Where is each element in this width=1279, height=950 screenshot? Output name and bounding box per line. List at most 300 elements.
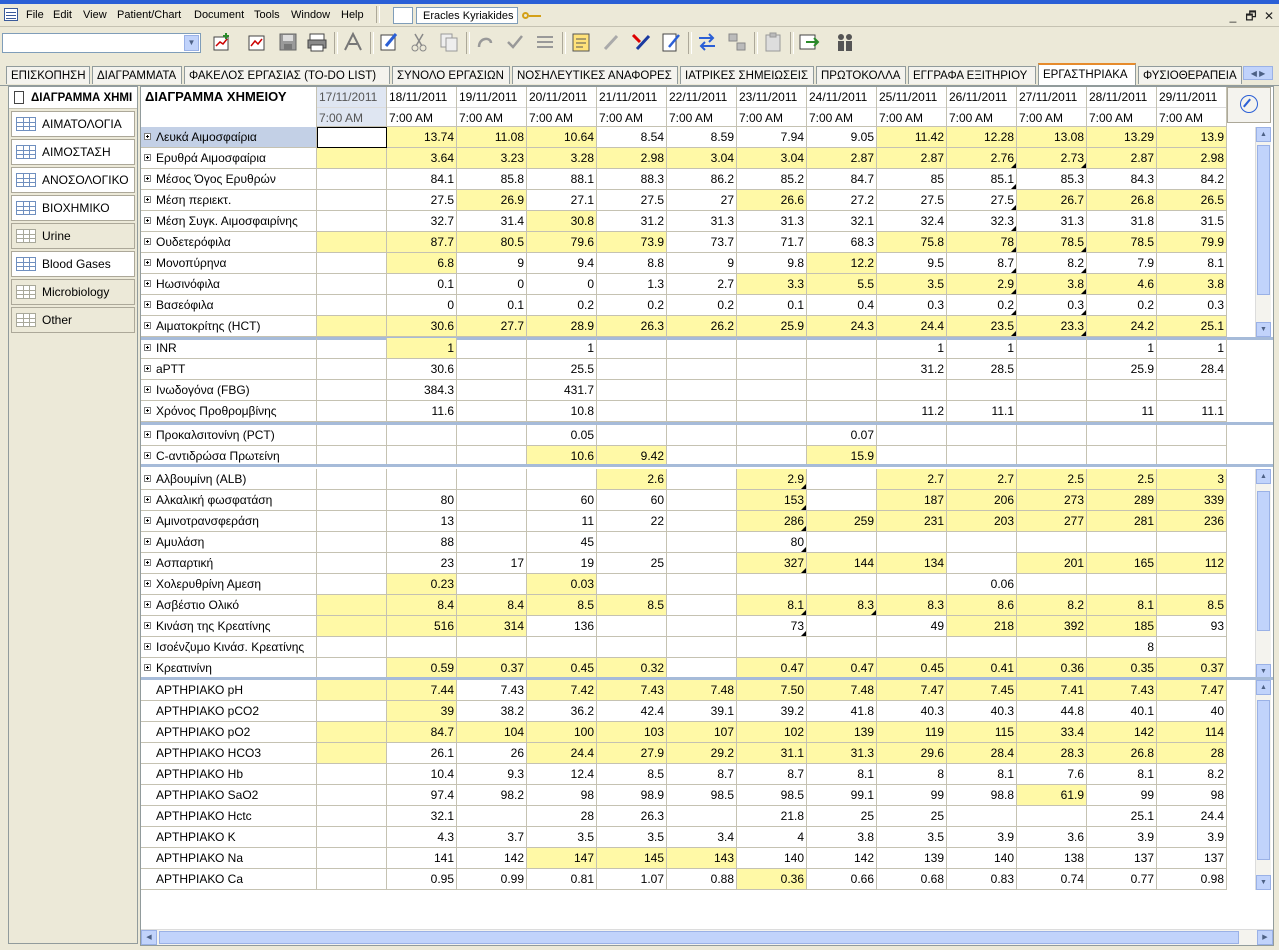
- column-header[interactable]: [1017, 87, 1087, 127]
- sign-pen-icon[interactable]: [630, 31, 652, 53]
- table-cell[interactable]: [317, 469, 387, 490]
- table-cell[interactable]: [317, 380, 387, 401]
- table-cell[interactable]: 100: [527, 722, 597, 743]
- table-cell[interactable]: 8.2: [1017, 595, 1087, 616]
- table-cell[interactable]: 1: [387, 338, 457, 359]
- table-cell[interactable]: [387, 425, 457, 446]
- table-cell[interactable]: [737, 425, 807, 446]
- table-cell[interactable]: 84.1: [387, 169, 457, 190]
- table-cell[interactable]: 2.7: [667, 274, 737, 295]
- table-cell[interactable]: [877, 574, 947, 595]
- table-cell[interactable]: 0.74: [1017, 869, 1087, 890]
- menu-view[interactable]: View: [83, 9, 107, 21]
- expand-icon[interactable]: [144, 154, 151, 161]
- table-cell[interactable]: 27.5: [877, 190, 947, 211]
- table-cell[interactable]: 0: [527, 274, 597, 295]
- table-cell[interactable]: 79.6: [527, 232, 597, 253]
- table-cell[interactable]: [317, 169, 387, 190]
- table-cell[interactable]: 2.7: [877, 469, 947, 490]
- table-cell[interactable]: 1: [1157, 338, 1227, 359]
- table-cell[interactable]: [1157, 532, 1227, 553]
- table-cell[interactable]: [877, 532, 947, 553]
- expand-icon[interactable]: [144, 196, 151, 203]
- scroll-down-icon[interactable]: ▼: [1256, 664, 1271, 679]
- table-cell[interactable]: 12.28: [947, 127, 1017, 148]
- table-cell[interactable]: 71.7: [737, 232, 807, 253]
- table-cell[interactable]: 3.8: [1157, 274, 1227, 295]
- menu-file[interactable]: File: [26, 9, 44, 21]
- table-cell[interactable]: 0.07: [807, 425, 877, 446]
- table-cell[interactable]: [947, 637, 1017, 658]
- table-cell[interactable]: 98.5: [737, 785, 807, 806]
- table-cell[interactable]: [317, 338, 387, 359]
- table-cell[interactable]: 2.9: [947, 274, 1017, 295]
- table-cell[interactable]: [317, 722, 387, 743]
- table-cell[interactable]: 7.42: [527, 680, 597, 701]
- toolbar-combo[interactable]: [2, 33, 201, 53]
- expand-icon[interactable]: [144, 496, 151, 503]
- table-cell[interactable]: 30.8: [527, 211, 597, 232]
- table-cell[interactable]: [317, 553, 387, 574]
- table-cell[interactable]: [1017, 532, 1087, 553]
- table-cell[interactable]: 29.6: [877, 743, 947, 764]
- table-cell[interactable]: 84.2: [1157, 169, 1227, 190]
- notepad-icon[interactable]: [570, 31, 592, 53]
- table-cell[interactable]: [1017, 425, 1087, 446]
- people-icon[interactable]: [834, 31, 856, 53]
- column-header[interactable]: [667, 87, 737, 127]
- table-cell[interactable]: [1157, 380, 1227, 401]
- table-cell[interactable]: 31.1: [737, 743, 807, 764]
- table-cell[interactable]: [807, 637, 877, 658]
- table-cell[interactable]: [947, 806, 1017, 827]
- chart-add-icon[interactable]: [211, 31, 233, 53]
- table-cell[interactable]: 2.7: [947, 469, 1017, 490]
- table-cell[interactable]: 140: [947, 848, 1017, 869]
- column-header[interactable]: [457, 87, 527, 127]
- table-cell[interactable]: 339: [1157, 490, 1227, 511]
- table-cell[interactable]: 25: [807, 806, 877, 827]
- table-cell[interactable]: 8.7: [737, 764, 807, 785]
- table-cell[interactable]: [737, 401, 807, 422]
- table-cell[interactable]: 201: [1017, 553, 1087, 574]
- row-label[interactable]: [141, 785, 317, 806]
- table-cell[interactable]: [737, 359, 807, 380]
- copy-icon[interactable]: [438, 31, 460, 53]
- table-cell[interactable]: 28: [527, 806, 597, 827]
- table-cell[interactable]: 8.1: [807, 764, 877, 785]
- table-cell[interactable]: 60: [597, 490, 667, 511]
- table-cell[interactable]: 99: [1087, 785, 1157, 806]
- table-cell[interactable]: 3.4: [667, 827, 737, 848]
- table-cell[interactable]: 8.8: [597, 253, 667, 274]
- table-cell[interactable]: 7.43: [1087, 680, 1157, 701]
- table-cell[interactable]: 0.3: [877, 295, 947, 316]
- table-cell[interactable]: 139: [807, 722, 877, 743]
- tab-overview[interactable]: ΕΠΙΣΚΟΠΗΣΗ: [6, 66, 90, 84]
- scroll-up-icon[interactable]: ▲: [1256, 469, 1271, 484]
- expand-icon[interactable]: [144, 580, 151, 587]
- table-cell[interactable]: 0.81: [527, 869, 597, 890]
- table-cell[interactable]: 0.68: [877, 869, 947, 890]
- row-label[interactable]: [141, 425, 317, 446]
- table-cell[interactable]: [807, 490, 877, 511]
- table-cell[interactable]: [317, 827, 387, 848]
- table-cell[interactable]: [317, 401, 387, 422]
- table-cell[interactable]: 0.37: [457, 658, 527, 679]
- table-cell[interactable]: 25.1: [1157, 316, 1227, 337]
- network-icon[interactable]: [726, 31, 748, 53]
- row-label[interactable]: [141, 595, 317, 616]
- table-cell[interactable]: 31.3: [1017, 211, 1087, 232]
- expand-icon[interactable]: [144, 475, 151, 482]
- table-cell[interactable]: 3.8: [807, 827, 877, 848]
- table-cell[interactable]: [807, 401, 877, 422]
- key-icon[interactable]: [522, 11, 542, 21]
- expand-icon[interactable]: [144, 431, 151, 438]
- table-cell[interactable]: 431.7: [527, 380, 597, 401]
- table-cell[interactable]: [1017, 359, 1087, 380]
- table-cell[interactable]: 49: [877, 616, 947, 637]
- table-cell[interactable]: 98.5: [667, 785, 737, 806]
- column-header[interactable]: [317, 87, 387, 127]
- table-cell[interactable]: 165: [1087, 553, 1157, 574]
- table-cell[interactable]: 2.5: [1017, 469, 1087, 490]
- table-cell[interactable]: 11.1: [947, 401, 1017, 422]
- table-cell[interactable]: 0.1: [737, 295, 807, 316]
- table-cell[interactable]: 516: [387, 616, 457, 637]
- table-cell[interactable]: 8.3: [877, 595, 947, 616]
- row-label[interactable]: [141, 190, 317, 211]
- table-cell[interactable]: 60: [527, 490, 597, 511]
- restore-icon[interactable]: 🗗: [1245, 9, 1257, 23]
- table-cell[interactable]: 0.03: [527, 574, 597, 595]
- table-cell[interactable]: [317, 359, 387, 380]
- table-cell[interactable]: 137: [1157, 848, 1227, 869]
- table-cell[interactable]: 0.83: [947, 869, 1017, 890]
- table-cell[interactable]: [317, 190, 387, 211]
- table-cell[interactable]: [1087, 425, 1157, 446]
- table-cell[interactable]: 39.2: [737, 701, 807, 722]
- table-cell[interactable]: 8.1: [1087, 764, 1157, 785]
- table-cell[interactable]: 15.9: [807, 446, 877, 467]
- sidebar-item-1[interactable]: [11, 139, 135, 165]
- table-cell[interactable]: 119: [877, 722, 947, 743]
- vertical-scroll-thumb[interactable]: [1257, 145, 1270, 295]
- row-label[interactable]: [141, 553, 317, 574]
- sidebar-item-6[interactable]: [11, 279, 135, 305]
- table-cell[interactable]: 7.6: [1017, 764, 1087, 785]
- close-icon[interactable]: ✕: [1263, 9, 1275, 23]
- tab-nursing-reports[interactable]: ΝΟΣΗΛΕΥΤΙΚΕΣ ΑΝΑΦΟΡΕΣ: [512, 66, 678, 84]
- row-label[interactable]: [141, 469, 317, 490]
- table-cell[interactable]: 33.4: [1017, 722, 1087, 743]
- table-cell[interactable]: 31.3: [667, 211, 737, 232]
- table-cell[interactable]: [597, 616, 667, 637]
- table-cell[interactable]: 0.2: [1087, 295, 1157, 316]
- table-cell[interactable]: [877, 380, 947, 401]
- table-cell[interactable]: 40.1: [1087, 701, 1157, 722]
- table-cell[interactable]: 7.48: [667, 680, 737, 701]
- table-cell[interactable]: 9.5: [877, 253, 947, 274]
- table-cell[interactable]: 203: [947, 511, 1017, 532]
- table-cell[interactable]: 31.4: [457, 211, 527, 232]
- table-cell[interactable]: 84.7: [387, 722, 457, 743]
- table-cell[interactable]: 8.2: [1157, 764, 1227, 785]
- table-cell[interactable]: 31.8: [1087, 211, 1157, 232]
- table-cell[interactable]: [667, 616, 737, 637]
- table-cell[interactable]: [877, 425, 947, 446]
- table-cell[interactable]: 30.6: [387, 359, 457, 380]
- table-cell[interactable]: 99: [877, 785, 947, 806]
- table-cell[interactable]: 1: [947, 338, 1017, 359]
- table-cell[interactable]: [667, 511, 737, 532]
- table-cell[interactable]: 25.5: [527, 359, 597, 380]
- menu-tools[interactable]: Tools: [254, 9, 280, 21]
- table-cell[interactable]: 31.2: [877, 359, 947, 380]
- table-cell[interactable]: [457, 532, 527, 553]
- vertical-scroll-thumb[interactable]: [1257, 491, 1270, 631]
- table-cell[interactable]: 7.41: [1017, 680, 1087, 701]
- table-cell[interactable]: [317, 658, 387, 679]
- scroll-up-icon[interactable]: ▲: [1256, 127, 1271, 142]
- column-header[interactable]: [387, 87, 457, 127]
- row-label[interactable]: [141, 658, 317, 679]
- table-cell[interactable]: [317, 532, 387, 553]
- section-divider[interactable]: [141, 464, 1274, 467]
- table-cell[interactable]: 1: [1087, 338, 1157, 359]
- table-cell[interactable]: 7.48: [807, 680, 877, 701]
- chevron-down-icon[interactable]: ▼: [184, 35, 199, 51]
- column-header[interactable]: [527, 87, 597, 127]
- expand-icon[interactable]: [144, 259, 151, 266]
- table-cell[interactable]: [387, 637, 457, 658]
- table-cell[interactable]: [667, 574, 737, 595]
- table-cell[interactable]: 2.6: [597, 469, 667, 490]
- table-cell[interactable]: [597, 401, 667, 422]
- table-cell[interactable]: [597, 532, 667, 553]
- table-cell[interactable]: 10.64: [527, 127, 597, 148]
- table-cell[interactable]: 9.4: [527, 253, 597, 274]
- table-cell[interactable]: [317, 425, 387, 446]
- table-cell[interactable]: [317, 616, 387, 637]
- menu-help[interactable]: Help: [341, 9, 364, 21]
- table-cell[interactable]: 9.3: [457, 764, 527, 785]
- table-cell[interactable]: [317, 743, 387, 764]
- table-cell[interactable]: [807, 574, 877, 595]
- table-cell[interactable]: 25: [877, 806, 947, 827]
- patient-name-field[interactable]: Eracles Kyriakides: [416, 7, 518, 24]
- pen-icon[interactable]: [600, 31, 622, 53]
- table-cell[interactable]: 26.8: [1087, 743, 1157, 764]
- table-cell[interactable]: 1: [877, 338, 947, 359]
- table-cell[interactable]: 40: [1157, 701, 1227, 722]
- table-cell[interactable]: 153: [737, 490, 807, 511]
- table-cell[interactable]: 28.4: [947, 743, 1017, 764]
- table-cell[interactable]: 281: [1087, 511, 1157, 532]
- table-cell[interactable]: 137: [1087, 848, 1157, 869]
- table-cell[interactable]: [317, 511, 387, 532]
- table-cell[interactable]: 7.43: [457, 680, 527, 701]
- table-cell[interactable]: 27.5: [597, 190, 667, 211]
- table-cell[interactable]: [737, 574, 807, 595]
- table-cell[interactable]: 3.3: [737, 274, 807, 295]
- table-cell[interactable]: 0.37: [1157, 658, 1227, 679]
- table-cell[interactable]: 25.9: [737, 316, 807, 337]
- table-cell[interactable]: 8.5: [1157, 595, 1227, 616]
- checklist-icon[interactable]: [534, 31, 556, 53]
- table-cell[interactable]: [807, 532, 877, 553]
- expand-icon[interactable]: [144, 538, 151, 545]
- table-cell[interactable]: 8.1: [1087, 595, 1157, 616]
- table-cell[interactable]: [457, 806, 527, 827]
- table-cell[interactable]: 0.06: [947, 574, 1017, 595]
- table-cell[interactable]: 9: [457, 253, 527, 274]
- expand-icon[interactable]: [144, 386, 151, 393]
- table-cell[interactable]: 13.74: [387, 127, 457, 148]
- table-cell[interactable]: 236: [1157, 511, 1227, 532]
- table-cell[interactable]: 11: [1087, 401, 1157, 422]
- sidebar-item-0[interactable]: [11, 111, 135, 137]
- table-cell[interactable]: [317, 785, 387, 806]
- table-cell[interactable]: 85.2: [737, 169, 807, 190]
- scroll-down-icon[interactable]: ▼: [1256, 875, 1271, 890]
- table-cell[interactable]: 7.45: [947, 680, 1017, 701]
- table-cell[interactable]: 0.47: [737, 658, 807, 679]
- table-cell[interactable]: 8.5: [527, 595, 597, 616]
- row-label[interactable]: [141, 827, 317, 848]
- clipboard-icon[interactable]: [762, 31, 784, 53]
- table-cell[interactable]: 114: [1157, 722, 1227, 743]
- table-cell[interactable]: 0.77: [1087, 869, 1157, 890]
- table-cell[interactable]: 384.3: [387, 380, 457, 401]
- table-cell[interactable]: 3.9: [947, 827, 1017, 848]
- table-cell[interactable]: 7.43: [597, 680, 667, 701]
- table-cell[interactable]: 139: [877, 848, 947, 869]
- table-cell[interactable]: 2.5: [1087, 469, 1157, 490]
- table-cell[interactable]: [737, 380, 807, 401]
- table-cell[interactable]: 99.1: [807, 785, 877, 806]
- table-cell[interactable]: 8: [877, 764, 947, 785]
- table-cell[interactable]: 0.47: [807, 658, 877, 679]
- table-cell[interactable]: 24.4: [877, 316, 947, 337]
- table-cell[interactable]: 28.4: [1157, 359, 1227, 380]
- row-label[interactable]: [141, 169, 317, 190]
- table-cell[interactable]: [317, 295, 387, 316]
- table-cell[interactable]: 85: [877, 169, 947, 190]
- table-cell[interactable]: 40.3: [877, 701, 947, 722]
- table-cell[interactable]: 27.2: [807, 190, 877, 211]
- table-cell[interactable]: 13.9: [1157, 127, 1227, 148]
- table-cell[interactable]: 25.9: [1087, 359, 1157, 380]
- column-header[interactable]: [1087, 87, 1157, 127]
- table-cell[interactable]: [317, 680, 387, 701]
- menu-edit[interactable]: Edit: [53, 9, 72, 21]
- table-cell[interactable]: [457, 574, 527, 595]
- table-cell[interactable]: 11.6: [387, 401, 457, 422]
- table-cell[interactable]: 0.95: [387, 869, 457, 890]
- tab-todo-list[interactable]: ΦΑΚΕΛΟΣ ΕΡΓΑΣΙΑΣ (TO-DO LIST): [184, 66, 390, 84]
- table-cell[interactable]: [667, 338, 737, 359]
- export-icon[interactable]: [798, 31, 820, 53]
- expand-icon[interactable]: [144, 238, 151, 245]
- table-cell[interactable]: 24.3: [807, 316, 877, 337]
- table-cell[interactable]: 3: [1157, 469, 1227, 490]
- table-cell[interactable]: 32.3: [947, 211, 1017, 232]
- table-cell[interactable]: 79.9: [1157, 232, 1227, 253]
- table-cell[interactable]: [457, 637, 527, 658]
- table-cell[interactable]: [667, 401, 737, 422]
- table-cell[interactable]: 98: [1157, 785, 1227, 806]
- expand-icon[interactable]: [144, 664, 151, 671]
- table-cell[interactable]: 32.7: [387, 211, 457, 232]
- table-cell[interactable]: [1157, 574, 1227, 595]
- table-cell[interactable]: 12.4: [527, 764, 597, 785]
- expand-icon[interactable]: [144, 365, 151, 372]
- row-label[interactable]: [141, 722, 317, 743]
- table-cell[interactable]: 185: [1087, 616, 1157, 637]
- table-cell[interactable]: [667, 359, 737, 380]
- table-cell[interactable]: 26.8: [1087, 190, 1157, 211]
- table-cell[interactable]: 112: [1157, 553, 1227, 574]
- table-cell[interactable]: [667, 658, 737, 679]
- table-cell[interactable]: 0.05: [527, 425, 597, 446]
- table-cell[interactable]: 2.98: [597, 148, 667, 169]
- table-cell[interactable]: 0: [387, 295, 457, 316]
- table-cell[interactable]: 80: [387, 490, 457, 511]
- table-cell[interactable]: 3.28: [527, 148, 597, 169]
- table-cell[interactable]: 8.1: [737, 595, 807, 616]
- table-cell[interactable]: 9: [667, 253, 737, 274]
- table-cell[interactable]: 6.8: [387, 253, 457, 274]
- table-cell[interactable]: 143: [667, 848, 737, 869]
- table-cell[interactable]: 3.5: [597, 827, 667, 848]
- table-cell[interactable]: 85.1: [947, 169, 1017, 190]
- table-cell[interactable]: 39.1: [667, 701, 737, 722]
- table-cell[interactable]: [1017, 806, 1087, 827]
- table-cell[interactable]: 4.6: [1087, 274, 1157, 295]
- tab-physiotherapy[interactable]: ΦΥΣΙΟΘΕΡΑΠΕΙΑ: [1138, 66, 1242, 84]
- table-cell[interactable]: 3.23: [457, 148, 527, 169]
- table-cell[interactable]: 26.2: [667, 316, 737, 337]
- column-header[interactable]: [947, 87, 1017, 127]
- table-cell[interactable]: 8.1: [947, 764, 1017, 785]
- undo-icon[interactable]: [474, 31, 496, 53]
- row-label[interactable]: [141, 316, 317, 337]
- table-cell[interactable]: 26.9: [457, 190, 527, 211]
- table-cell[interactable]: 286: [737, 511, 807, 532]
- table-cell[interactable]: 289: [1087, 490, 1157, 511]
- table-cell[interactable]: [1157, 425, 1227, 446]
- table-cell[interactable]: [667, 490, 737, 511]
- table-cell[interactable]: 25.1: [1087, 806, 1157, 827]
- table-cell[interactable]: 26.3: [597, 806, 667, 827]
- table-cell[interactable]: 0.2: [527, 295, 597, 316]
- table-cell[interactable]: 11.08: [457, 127, 527, 148]
- row-label[interactable]: [141, 232, 317, 253]
- table-cell[interactable]: [317, 490, 387, 511]
- table-cell[interactable]: 28: [1157, 743, 1227, 764]
- table-cell[interactable]: [457, 511, 527, 532]
- scroll-right-icon[interactable]: ▶: [1257, 930, 1273, 945]
- horizontal-scroll-thumb[interactable]: [159, 931, 1239, 944]
- table-cell[interactable]: [317, 274, 387, 295]
- table-cell[interactable]: [457, 401, 527, 422]
- table-cell[interactable]: 0.23: [387, 574, 457, 595]
- table-cell[interactable]: 27.1: [527, 190, 597, 211]
- table-cell[interactable]: 3.9: [1087, 827, 1157, 848]
- table-cell[interactable]: [317, 637, 387, 658]
